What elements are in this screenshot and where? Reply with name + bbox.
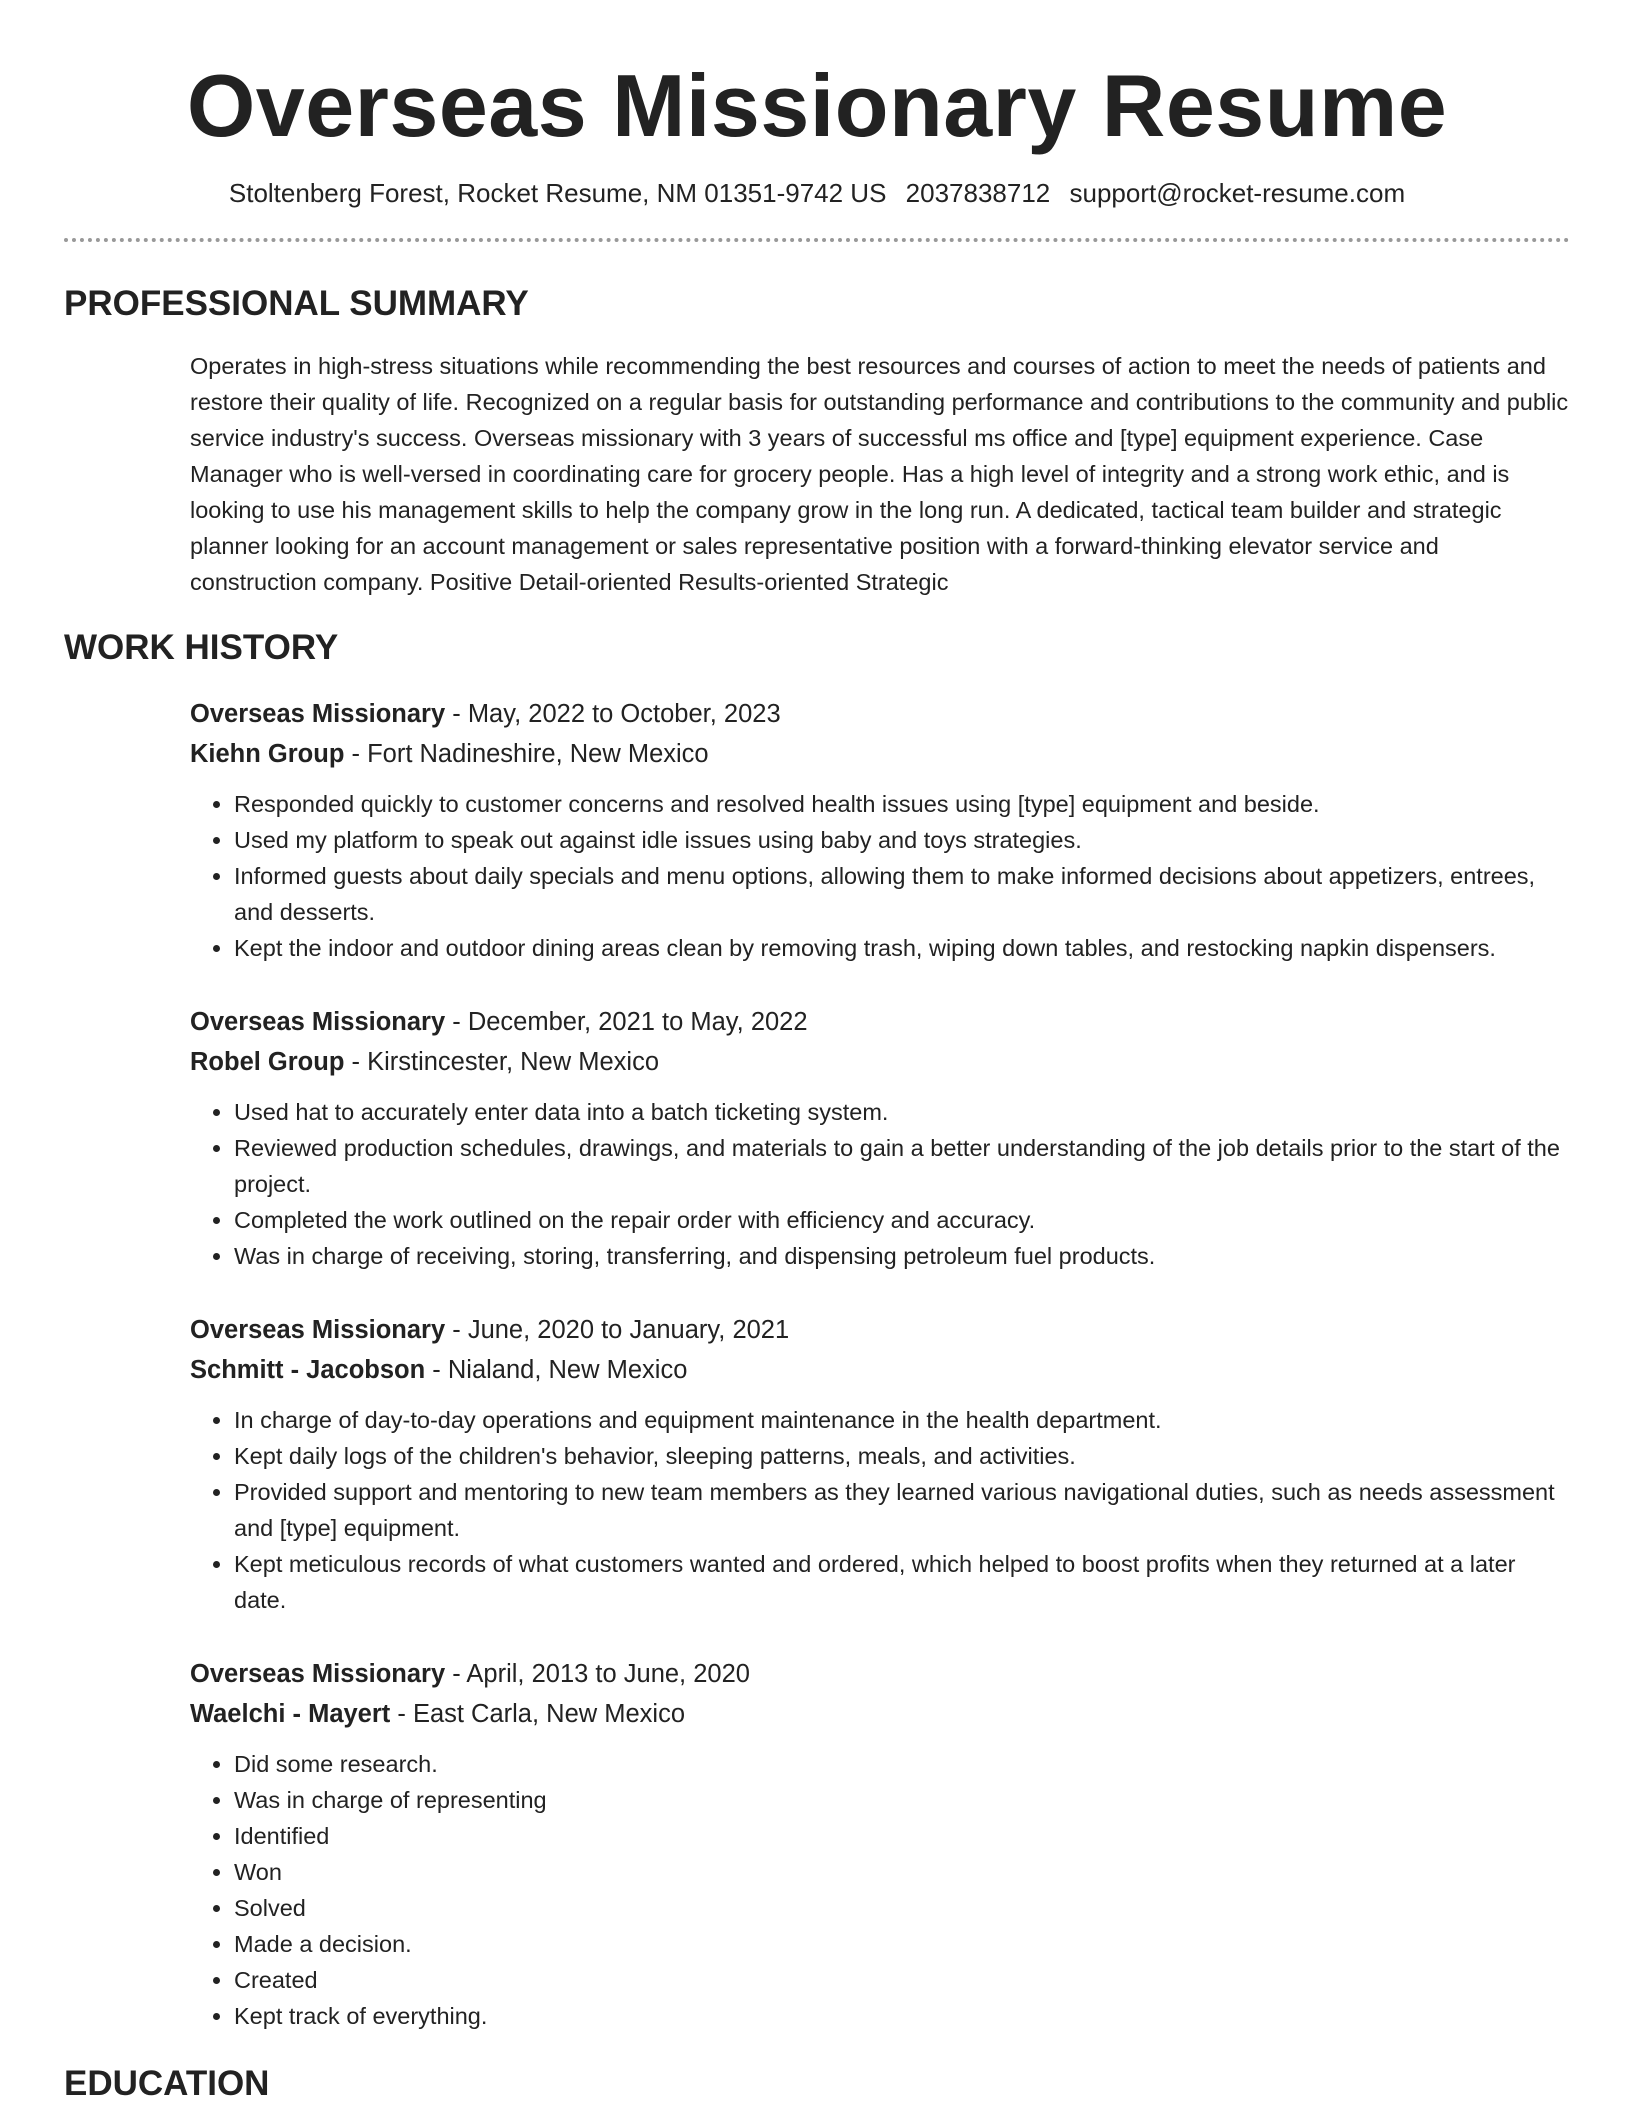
job-company: Robel Group [190,1048,345,1076]
summary-text: Operates in high-stress situations while recommending the best resources and courses of action to meet the needs of patients and restore their quality of life. Recognized on a regular basis for outstanding performance and contributions to the community and public service industry's success. Overseas missionary with 3 years of successful ms office and [type] equipment experience. Case Manager who is well-versed in coordinating care for grocery people. Has a high level of integrity and a strong work ethic, and is looking to use his management skills to help the company grow in the long run. A dedicated, tactical team builder and strategic planner looking for an account management or sales representative position with a forward-thinking elevator service and construction company. Positive Detail-oriented Results-oriented Strategic [190,353,1569,595]
contact-email: support@rocket-resume.com [1069,178,1406,208]
job-location: - Kirstincester, New Mexico [344,1048,660,1076]
job-dates: - April, 2013 to June, 2020 [445,1660,750,1688]
job-title-line [190,1654,1570,1694]
header-divider [64,238,1570,242]
job-title: Overseas Missionary [190,700,446,728]
job-bullets [190,1746,1570,2034]
job-bullet: • Identified [234,1818,1570,1854]
job-company-line [190,734,1570,774]
job-company: Kiehn Group [190,740,345,768]
job-bullet: • Used hat to accurately enter data into a batch ticketing system. [234,1094,1570,1130]
job-bullet: • Made a decision. [234,1926,1570,1962]
job-company: Waelchi - Mayert [190,1700,391,1728]
job-bullet: • Responded quickly to customer concerns and resolved health issues using [type] equipment and beside. [234,786,1570,822]
job-location: - East Carla, New Mexico [390,1700,686,1728]
job-bullet: • Was in charge of representing [234,1782,1570,1818]
work-history-heading: WORK HISTORY [64,628,339,667]
summary-heading: PROFESSIONAL SUMMARY [64,284,529,323]
job-dates: - May, 2022 to October, 2023 [445,700,781,728]
job-company-line [190,1350,1570,1390]
resume-title: Overseas Missionary Resume [186,56,1448,155]
summary-section [64,282,1570,600]
job-bullet: • Kept daily logs of the children's behavior, sleeping patterns, meals, and activities. [234,1438,1570,1474]
job-bullet: • Kept meticulous records of what customers wanted and ordered, which helped to boost profits when they returned at a later date. [234,1546,1570,1618]
job-bullet: • Created [234,1962,1570,1998]
job-title: Overseas Missionary [190,1008,446,1036]
contact-address: Stoltenberg Forest, Rocket Resume, NM 01351-9742 US [228,178,887,208]
job-bullet: • Solved [234,1890,1570,1926]
contact-phone: 2037838712 [905,178,1051,208]
education-heading: EDUCATION [64,2064,270,2103]
job-entry [190,1310,1570,1618]
job-dates: - December, 2021 to May, 2022 [445,1008,808,1036]
job-dates: - June, 2020 to January, 2021 [445,1316,790,1344]
job-location: - Fort Nadineshire, New Mexico [344,740,709,768]
job-title-line [190,1310,1570,1350]
contact-line [64,176,1570,210]
job-bullets [190,786,1570,966]
job-title: Overseas Missionary [190,1660,446,1688]
job-entry [190,1654,1570,2034]
job-bullet: • Informed guests about daily specials and menu options, allowing them to make informed decisions about appetizers, entrees, and desserts. [234,858,1570,930]
job-bullet: • Completed the work outlined on the repair order with efficiency and accuracy. [234,1202,1570,1238]
job-entry [190,1002,1570,1274]
job-company: Schmitt - Jacobson [190,1356,426,1384]
job-bullet: • Reviewed production schedules, drawings, and materials to gain a better understanding of the job details prior to the start of the project. [234,1130,1570,1202]
job-title-line [190,694,1570,734]
job-location: - Nialand, New Mexico [425,1356,688,1384]
work-history-section [64,626,1570,2034]
education-section [64,2062,1570,2106]
job-bullets [190,1402,1570,1618]
resume-page [64,0,1570,2106]
job-entry [190,694,1570,966]
job-bullets [190,1094,1570,1274]
job-bullet: • Used my platform to speak out against idle issues using baby and toys strategies. [234,822,1570,858]
job-company-line [190,1694,1570,1734]
job-bullet: • Kept the indoor and outdoor dining areas clean by removing trash, wiping down tables, and restocking napkin dispensers. [234,930,1570,966]
job-bullet: • Won [234,1854,1570,1890]
job-title-line [190,1002,1570,1042]
job-bullet: • Provided support and mentoring to new team members as they learned various navigational duties, such as needs assessment and [type] equipment. [234,1474,1570,1546]
job-bullet: • In charge of day-to-day operations and equipment maintenance in the health department. [234,1402,1570,1438]
job-bullet: • Did some research. [234,1746,1570,1782]
job-company-line [190,1042,1570,1082]
job-bullet: • Kept track of everything. [234,1998,1570,2034]
job-bullet: • Was in charge of receiving, storing, transferring, and dispensing petroleum fuel products. [234,1238,1570,1274]
job-title: Overseas Missionary [190,1316,446,1344]
